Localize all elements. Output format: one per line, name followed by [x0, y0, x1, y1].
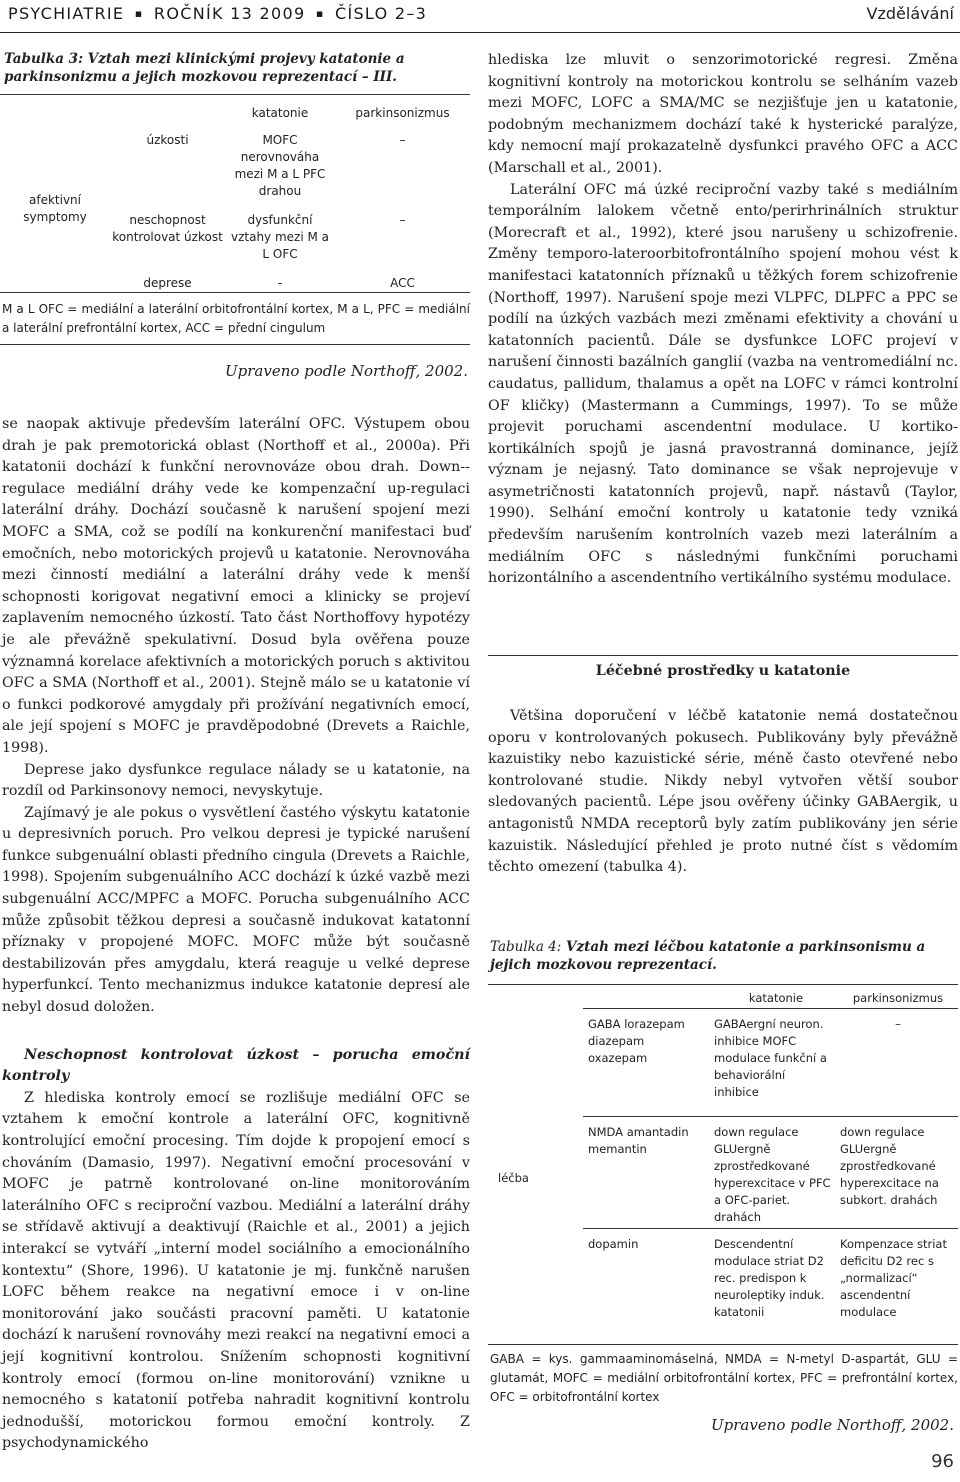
- table3-source: Upraveno podle Northoff, 2002.: [225, 362, 468, 380]
- journal-header: [8, 4, 427, 23]
- table4-cell: Kompenzace striat deficitu D2 rec s „normalizací“ ascendentní modulace: [840, 1237, 947, 1319]
- subheading: Neschopnost kontrolovat úzkost – porucha emoční kontroly: [2, 1046, 470, 1085]
- table4-row-rule: [583, 1116, 958, 1117]
- table4-row-rule: [583, 1228, 958, 1229]
- table3-abbreviations: M a L OFC = mediální a laterální orbitofrontální kortex, M a L, PFC = mediální a laterální prefrontální kortex, ACC = přední cingulum: [2, 302, 470, 335]
- table3-cell: ACC: [390, 276, 415, 290]
- right-column-text: [488, 50, 958, 590]
- issue: ČÍSLO 2–3: [334, 4, 428, 23]
- paragraph: Deprese jako dysfunkce regulace nálady se u katatonie, na rozdíl od Parkinsonovy nemoci, nevyskytuje.: [2, 761, 470, 800]
- table4-abbreviations: GABA = kys. gammaaminomáselná, NMDA = N-metyl D-aspartát, GLU = glutamát, MOFC = mediální orbitofrontální kortex, PFC = prefrontální kortex, OFC = orbitofrontální kortex: [490, 1352, 958, 1404]
- table4-row-label: GABA lorazepam diazepam oxazepam: [588, 1017, 685, 1065]
- paragraph: Zajímavý je ale pokus o vysvětlení častého výskytu katatonie u depresivních poruch. Pro velkou depresi je typické narušení funkce subgenuální oblasti předního cingula (Drevets a Raichle, 1998). Spojením subgenuálního ACC dochází k úzké vazbě mezi subgenuální ACC/MPFC a MOFC. Porucha subgenuálního ACC může způsobit těžkou depresi a současně indukovat katatonní příznaky v propojené MOFC. MOFC může být současně destabilizován přes amygdalu, která reaguje u velké deprese hyperfunkcí. Tento mechanizmus indukce katatonie depresí ale nebyl dosud doložen.: [2, 804, 470, 1016]
- table3-header-parkinsonizmus: parkinsonizmus: [355, 106, 450, 120]
- table4: [488, 984, 958, 1344]
- table4-block: [488, 938, 958, 1438]
- paragraph: Laterální OFC má úzké reciproční vazby také s mediálním temporálním lalokem včetně ento/perirhrinálních struktur (Morecraft et al., 1992), které jsou narušeny u schizofrenie. Změny temporo-lateroorbitofrontálního spojení mohou vést k manifestaci katatonních příznaků u těžkých forem schizofrenie (Northoff, 1997). Narušení spoje mezi VLPFC, DLPFC a PPC se podílí na úzkých vazbách mezi změnami efektivity a chování u katatonních pacientů. Dále se dysfunkce LOFC projeví v narušení činnosti bazálních ganglií (vazba na ventromediální nc. caudatus, pallidum, thalamus a opět na LOFC v rámci kontrolní OF kličky) (Mastermann a Cummings, 1997). To se může projevit poruchami ascendentní modulace. U kortiko-kortikálních spojů je jasná pravostranná dominance, jejíž význam je nejasný. Tato dominance se však neprojevuje v asymetričnosti katatonních projevů, např. nástavů (Taylor, 1990). Selhání emoční kontroly u katatonie tedy vzniká především narušením kontrolních vazeb mezi laterálním a mediálním OFC s následnými funkčními poruchami horizontálního a ascendentního vertikálního systému modulace.: [488, 181, 958, 587]
- separator-square: ▪: [315, 7, 325, 20]
- table3-cell: MOFC nerovnováha mezi M a L PFC drahou: [234, 133, 326, 198]
- running-header: [0, 0, 960, 30]
- table4-header-parkinsonizmus: parkinsonizmus: [852, 991, 944, 1005]
- journal-name: PSYCHIATRIE: [8, 4, 125, 23]
- table3-cell: dysfunkční vztahy mezi M a L OFC: [230, 213, 330, 261]
- paragraph: Z hlediska kontroly emocí se rozlišuje mediální OFC se vztahem k emoční kontrole a laterální OFC, kognitivně kontrolující emoční procesing. Tím dojde k propojení emocí s chováním (Damasio, 1997). Negativní emoční procesování v MOFC je patrně kontrolované on-line monitorováním laterálního OFC s reciproční vazbou. Mediální a laterální dráhy se střídavě aktivují a deaktivují (Raichle et al., 2001) a jejich interakcí se vytváří „interní model sociálního a emocionálního kontextu“ (Shore, 1996). U katatonie je mj. funkčně narušen LOFC během reakce na negativní emoce i v on-line monitorování jako součásti pracovní paměti. U katatonie dochází k narušení rovnováhy mezi reakcí na negativní emoci a její kognitivní kontrolou. Snížením schopnosti kognitivní kontroly emocí (formou on-line monitorování) vznikne u nemocného s katatonií potřeba nahradit kognitivní kontrolu jednodušší, motorickou formou emoční kontroly. Z psychodynamického: [2, 1089, 470, 1452]
- table4-header-rule: [583, 1008, 958, 1009]
- section-name: Vzdělávání: [866, 4, 954, 23]
- left-column-text: [2, 414, 470, 1455]
- table3-row-label: deprese: [143, 276, 192, 290]
- section-rule: [488, 655, 958, 656]
- volume: ROČNÍK 13: [153, 4, 254, 23]
- table4-cell: down regulace GLUergně zprostředkované hyperexcitace v PFC a OFC-pariet. drahách: [714, 1125, 831, 1224]
- table3-row-label: neschopnost kontrolovat úzkost: [112, 213, 223, 244]
- table4-caption-label: Tabulka 4:: [490, 939, 562, 955]
- table4-row-group: léčba: [498, 1171, 529, 1185]
- header-rule: [0, 32, 960, 33]
- table3-row-label: úzkosti: [146, 133, 189, 147]
- separator-square: ▪: [134, 7, 144, 20]
- paragraph: se naopak aktivuje především laterální OFC. Výstupem obou drah je pak premotorická oblast (Northoff et al., 2000a). Při katatonii dochází k funkční nerovnováze obou drah. Down--regulace mediální dráhy vede ke kompenzační up-regulaci laterální dráhy. Dochází současně k narušení spojení mezi MOFC a SMA, což se podílí na konkurenční manifestaci buď emočních, nebo motorických projevů u katatonie. Nerovnováha mezi činností mediální a laterální dráhy vede k menší schopnosti korigovat negativní emoci a klinicky se projeví zaplavením nemocného úzkostí. Tato část Northoffovy hypotézy je ale převážně spekulativní. Dosud byla ověřena pouze významná korelace afektivních a motorických poruch s aktivitou OFC a SMA (Northoff et al., 2001). Stejně málo se u katatonie ví o funkci podkorové amygdaly při prožívání negativních emocí, ale její spojení s MOFC je pravděpodobné (Drevets a Raichle, 1998).: [2, 416, 470, 756]
- year: 2009: [259, 4, 306, 23]
- right-column-text-2: [488, 706, 958, 879]
- page-number: 96: [931, 1451, 954, 1472]
- table3-abbr-rule: [0, 344, 470, 345]
- table4-row-label: dopamin: [588, 1237, 639, 1251]
- table3-row-group: afektivní symptomy: [23, 193, 87, 224]
- table3-caption: Tabulka 3: Vztah mezi klinickými projevy katatonie a parkinsonizmu a jejich mozkovou reprezentací – III.: [4, 51, 405, 85]
- table3-cell: -: [277, 276, 283, 290]
- table4-bottom-rule: [488, 1344, 958, 1345]
- table3-cell: –: [399, 213, 406, 227]
- table4-cell: GABAergní neuron. inhibice MOFC modulace funkční a behaviorální inhibice: [714, 1017, 827, 1099]
- table4-source: Upraveno podle Northoff, 2002.: [711, 1416, 954, 1434]
- table3-cell: –: [399, 133, 406, 147]
- table4-caption-text: Vztah mezi léčbou katatonie a parkinsonismu a jejich mozkovou reprezentací.: [490, 939, 926, 973]
- section-heading: Léčebné prostředky u katatonie: [595, 663, 851, 679]
- table4-header-katatonie: katatonie: [748, 991, 804, 1005]
- table4-cell: –: [895, 1017, 901, 1031]
- paragraph: hlediska lze mluvit o senzorimotorické regresi. Změna kognitivní kontroly na motorickou kontrolu se selháním vazeb mezi MOFC, LOFC a SMA/MC se nezjišťuje jen u katatonie, podobným mechanizmem dochází také k hysterické paralýze, kdy nemocní mají prokazatelně dysfunkci pravého OFC a ACC (Marschall et al., 2001).: [488, 52, 958, 176]
- table4-cell: Descendentní modulace striat D2 rec. predispon k neuroleptiky induk. katatonii: [714, 1237, 825, 1319]
- table3-header-katatonie: katatonie: [251, 106, 309, 120]
- table4-row-label: NMDA amantadin memantin: [588, 1125, 689, 1156]
- table4-caption: [490, 938, 956, 974]
- paragraph: Většina doporučení v léčbě katatonie nemá dostatečnou oporu v kontrolovaných pokusech. Publikovány byly převážně kazuistiky nebo kazuistické série, méně často otevřené nebo kontrolované studie. Nikdy nebyl vytvořen větší soubor sledovaných pacientů. Lépe jsou ověřeny účinky GABAergik, u antagonistů NMDA receptorů byly zatím publikovány jen série kazuistik. Následující přehled je proto nutné číst s vědomím těchto omezení (tabulka 4).: [488, 708, 958, 876]
- table3-block: [0, 50, 472, 390]
- table3: [0, 50, 470, 350]
- table4-cell: down regulace GLUergně zprostředkované hyperexcitace na subkort. drahách: [840, 1125, 939, 1207]
